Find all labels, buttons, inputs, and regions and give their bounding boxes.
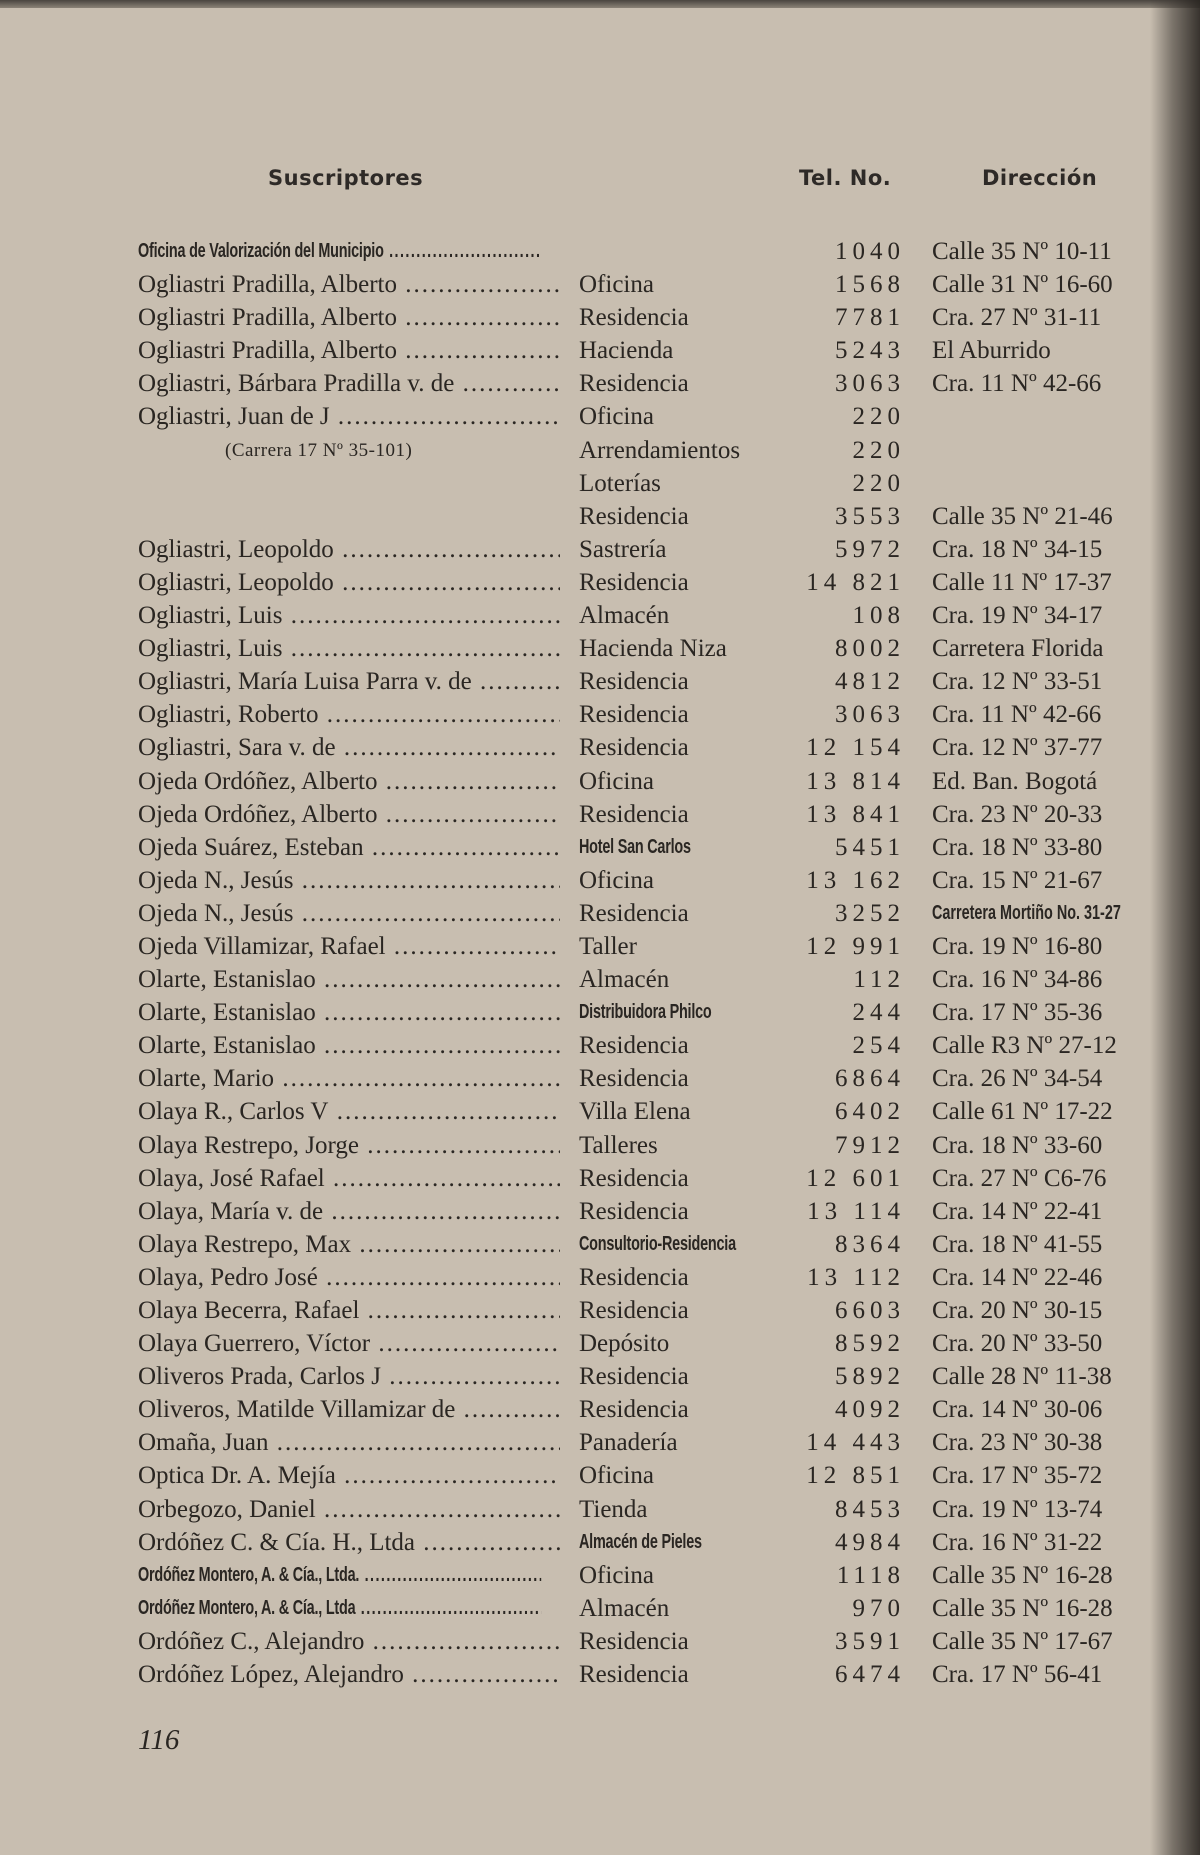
address: Calle 35 Nº 16-28: [932, 1561, 1113, 1589]
subscriber-name: Ordóñez Montero, A. & Cía., Ltda .....: [138, 1592, 541, 1625]
address: Cra. 19 Nº 34-17: [932, 602, 1103, 630]
address: Cra. 11 Nº 42-66: [932, 701, 1102, 729]
address: Cra. 16 Nº 31-22: [932, 1528, 1103, 1556]
subscriber-name: (Carrera 17 Nº 35-101): [225, 439, 413, 461]
address: Cra. 26 Nº 34-54: [932, 1065, 1103, 1093]
list-item: [0, 301, 1200, 334]
address: Cra. 15 Nº 21-67: [932, 866, 1103, 894]
phone-number: 8592: [835, 1330, 905, 1358]
subscriber-name: Olaya Guerrero, Víctor .....: [138, 1327, 560, 1360]
subscriber-name: Ogliastri, Bárbara Pradilla v. de .....: [138, 367, 560, 400]
phone-number: 244: [852, 999, 905, 1027]
phone-number: 6864: [835, 1065, 905, 1093]
phone-number: 6603: [835, 1297, 905, 1324]
phone-number: 5243: [835, 337, 905, 365]
address: Cra. 20 Nº 30-15: [932, 1297, 1103, 1324]
listing-type: Almacén: [579, 602, 670, 630]
phone-number: 6402: [835, 1098, 905, 1126]
list-item: [0, 1162, 1200, 1195]
address: Carretera Mortiño No. 31-27: [932, 901, 1121, 924]
phone-number: 4812: [835, 668, 905, 696]
listing-type: Residencia: [579, 1396, 689, 1424]
column-headers: [0, 166, 1200, 196]
phone-number: 4984: [835, 1528, 905, 1556]
listing-type: Hacienda Niza: [579, 635, 727, 663]
list-item: [0, 1294, 1200, 1327]
subscriber-name: Olaya, María v. de .....: [138, 1195, 560, 1228]
phone-number: 5972: [835, 535, 905, 563]
address: Calle 61 Nº 17-22: [932, 1098, 1113, 1126]
list-item: [0, 1228, 1200, 1261]
phone-number: 112: [853, 966, 905, 994]
phone-number: 3591: [835, 1627, 905, 1655]
address: Cra. 12 Nº 37-77: [932, 734, 1103, 762]
phone-number: 13 841: [806, 800, 905, 828]
phone-number: 13 114: [807, 1197, 905, 1225]
subscriber-name: Ogliastri, Juan de J .....: [138, 400, 560, 433]
listing-type: Distribuidora Philco: [579, 1001, 712, 1024]
phone-number: 220: [852, 469, 905, 497]
list-item: [0, 798, 1200, 831]
listing-type: Tienda: [579, 1495, 648, 1523]
phone-number: 1568: [835, 271, 905, 299]
listing-type: Taller: [579, 932, 637, 960]
book-spine-shadow: [1150, 0, 1200, 1855]
list-item: [0, 1029, 1200, 1062]
list-item: [0, 1493, 1200, 1526]
listing-type: Consultorio-Residencia: [579, 1232, 736, 1255]
list-item: [0, 533, 1200, 566]
listing-type: Villa Elena: [579, 1098, 691, 1126]
subscriber-name: Omaña, Juan .....: [138, 1426, 560, 1459]
list-item: [0, 1526, 1200, 1559]
list-item: [0, 367, 1200, 400]
address: Cra. 18 Nº 41-55: [932, 1230, 1103, 1258]
subscriber-name: Olaya, Pedro José .....: [138, 1261, 560, 1294]
subscriber-name: Ogliastri, Sara v. de .....: [138, 731, 560, 764]
list-item: [0, 334, 1200, 367]
address: Cra. 12 Nº 33-51: [932, 668, 1103, 696]
phone-number: 1040: [835, 238, 905, 265]
subscriber-name: Olarte, Estanislao .....: [138, 963, 560, 996]
listing-type: Depósito: [579, 1330, 670, 1358]
phone-number: 8364: [835, 1230, 905, 1258]
subscriber-name: Ogliastri, Luis .....: [138, 632, 560, 665]
address: El Aburrido: [932, 337, 1051, 365]
list-item: [0, 1625, 1200, 1658]
list-item: [0, 1327, 1200, 1360]
listing-type: Oficina: [579, 866, 654, 894]
list-item: [0, 1426, 1200, 1459]
listing-type: Panadería: [579, 1429, 678, 1457]
listing-type: Hacienda: [579, 337, 674, 365]
listing-type: Almacén: [579, 966, 670, 994]
address: Cra. 19 Nº 13-74: [932, 1495, 1103, 1523]
page-number: 116: [138, 1724, 180, 1756]
list-item: [0, 1559, 1200, 1592]
subscriber-name: Ojeda Ordóñez, Alberto .....: [138, 765, 560, 798]
subscriber-name: Olaya Becerra, Rafael .....: [138, 1294, 560, 1327]
listing-type: Residencia: [579, 502, 689, 530]
phone-number: 13 814: [806, 767, 905, 795]
phone-number: 8002: [835, 635, 905, 663]
address: Cra. 20 Nº 33-50: [932, 1330, 1103, 1358]
subscriber-name: Ogliastri Pradilla, Alberto .....: [138, 334, 560, 367]
subscriber-name: Ogliastri, Luis .....: [138, 599, 560, 632]
subscriber-name: Olarte, Estanislao .....: [138, 996, 560, 1029]
subscriber-name: Olaya Restrepo, Jorge .....: [138, 1129, 560, 1162]
list-item: [0, 864, 1200, 897]
list-item: [0, 1195, 1200, 1228]
phone-number: 14 443: [806, 1429, 905, 1457]
listing-type: Hotel San Carlos: [579, 835, 691, 858]
list-item: [0, 1360, 1200, 1393]
address: Cra. 17 Nº 35-72: [932, 1462, 1103, 1490]
subscriber-name: Ogliastri, Roberto .....: [138, 698, 560, 731]
phone-number: 1118: [836, 1561, 905, 1589]
address: Cra. 23 Nº 20-33: [932, 800, 1103, 828]
address: Carretera Florida: [932, 635, 1104, 663]
listing-type: Residencia: [579, 1263, 689, 1291]
listing-type: Residencia: [579, 701, 689, 729]
list-item: [0, 566, 1200, 599]
list-item: [0, 1459, 1200, 1492]
subscriber-name: Ojeda N., Jesús .....: [138, 897, 560, 930]
list-item: [0, 765, 1200, 798]
listing-type: Oficina: [579, 403, 654, 431]
subscriber-name: Ogliastri, Leopoldo .....: [138, 533, 560, 566]
phone-number: 3063: [835, 701, 905, 729]
subscriber-name: Olaya, José Rafael .....: [138, 1162, 560, 1195]
listing-type: Residencia: [579, 1164, 689, 1192]
listing-type: Residencia: [579, 1661, 689, 1689]
subscriber-name: Ordóñez C., Alejandro .....: [138, 1625, 560, 1658]
list-item: [0, 1592, 1200, 1625]
subscriber-name: Ojeda Suárez, Esteban .....: [138, 831, 560, 864]
subscriber-name: Olaya R., Carlos V .....: [138, 1095, 560, 1128]
subscriber-name: Olarte, Mario .....: [138, 1062, 560, 1095]
phone-number: 12 154: [806, 734, 905, 762]
listing-type: Loterías: [579, 469, 661, 497]
listing-type: Residencia: [579, 734, 689, 762]
address: Calle 35 Nº 17-67: [932, 1627, 1113, 1655]
subscriber-name: Oliveros, Matilde Villamizar de .....: [138, 1393, 560, 1426]
phone-number: 13 112: [807, 1263, 905, 1291]
listing-type: Almacén: [579, 1594, 670, 1622]
phone-number: 220: [852, 436, 905, 464]
subscriber-name: Ojeda Ordóñez, Alberto .....: [138, 798, 560, 831]
list-item: [0, 1129, 1200, 1162]
address: Calle 31 Nº 16-60: [932, 271, 1113, 299]
address: Cra. 17 Nº 35-36: [932, 999, 1103, 1027]
address: Cra. 23 Nº 30-38: [932, 1429, 1103, 1457]
list-item: [0, 698, 1200, 731]
phone-number: 4092: [835, 1396, 905, 1424]
listing-type: Residencia: [579, 1032, 689, 1060]
subscriber-name: Ordóñez López, Alejandro .....: [138, 1658, 560, 1691]
subscriber-name: Optica Dr. A. Mejía .....: [138, 1459, 560, 1492]
list-item: [0, 897, 1200, 930]
list-item: [0, 268, 1200, 301]
list-item: [0, 1261, 1200, 1294]
address: Cra. 17 Nº 56-41: [932, 1661, 1103, 1689]
listing-type: Residencia: [579, 370, 689, 398]
listing-type: Residencia: [579, 1065, 689, 1093]
address: Cra. 27 Nº C6-76: [932, 1164, 1107, 1192]
header-address: Dirección: [982, 166, 1098, 190]
listing-type: Oficina: [579, 767, 654, 795]
list-item: [0, 434, 1200, 467]
phone-number: 220: [852, 403, 905, 431]
header-subscribers: Suscriptores: [268, 166, 424, 190]
phone-number: 13 162: [806, 866, 905, 894]
list-item: [0, 831, 1200, 864]
address: Cra. 14 Nº 30-06: [932, 1396, 1103, 1424]
listing-type: Residencia: [579, 568, 689, 596]
subscriber-name: Orbegozo, Daniel .....: [138, 1493, 560, 1526]
listing-type: Oficina: [579, 1462, 654, 1490]
subscriber-name: Ordóñez C. & Cía. H., Ltda .....: [138, 1526, 560, 1559]
phone-number: 970: [852, 1594, 905, 1622]
listing-type: Residencia: [579, 668, 689, 696]
list-item: [0, 1393, 1200, 1426]
address: Calle 35 Nº 10-11: [932, 238, 1112, 265]
list-item: [0, 1062, 1200, 1095]
header-tel: Tel. No.: [799, 166, 892, 190]
address: Cra. 18 Nº 33-60: [932, 1131, 1103, 1159]
phone-number: 254: [852, 1032, 905, 1060]
subscriber-name: Oliveros Prada, Carlos J .....: [138, 1360, 560, 1393]
address: Calle 35 Nº 16-28: [932, 1594, 1113, 1622]
list-item: [0, 235, 1200, 268]
listing-type: Residencia: [579, 304, 689, 332]
listing-type: Residencia: [579, 800, 689, 828]
address: Cra. 18 Nº 33-80: [932, 833, 1103, 861]
list-item: [0, 731, 1200, 764]
subscriber-name: Ogliastri Pradilla, Alberto .....: [138, 268, 560, 301]
address: Ed. Ban. Bogotá: [932, 767, 1098, 795]
listing-type: Sastrería: [579, 535, 667, 563]
list-item: [0, 400, 1200, 433]
list-item: [0, 996, 1200, 1029]
phone-number: 3553: [835, 502, 905, 530]
address: Cra. 18 Nº 34-15: [932, 535, 1103, 563]
address: Cra. 11 Nº 42-66: [932, 370, 1102, 398]
subscriber-name: Ordóñez Montero, A. & Cía., Ltda. .....: [138, 1559, 541, 1592]
list-item: [0, 665, 1200, 698]
listing-type: Residencia: [579, 1363, 689, 1391]
subscriber-name: Olaya Restrepo, Max .....: [138, 1228, 560, 1261]
listing-type: Residencia: [579, 1297, 689, 1324]
list-item: [0, 963, 1200, 996]
phone-number: 12 991: [806, 932, 905, 960]
address: Cra. 14 Nº 22-46: [932, 1263, 1103, 1291]
phone-number: 6474: [835, 1661, 905, 1689]
subscriber-name: Ogliastri, Leopoldo .....: [138, 566, 560, 599]
listing-type: Almacén de Pieles: [579, 1530, 702, 1553]
subscriber-name: Ogliastri Pradilla, Alberto .....: [138, 301, 560, 334]
subscriber-name: Oficina de Valorización del Municipio .....: [138, 235, 541, 268]
phone-number: 14 821: [806, 568, 905, 596]
list-item: [0, 930, 1200, 963]
list-item: [0, 1095, 1200, 1128]
page-top-edge: [0, 0, 1200, 8]
listing-type: Arrendamientos: [579, 436, 741, 464]
phone-number: 7912: [835, 1131, 905, 1159]
list-item: [0, 500, 1200, 533]
phone-number: 3063: [835, 370, 905, 398]
listing-type: Residencia: [579, 1627, 689, 1655]
address: Calle R3 Nº 27-12: [932, 1032, 1117, 1060]
list-item: [0, 467, 1200, 500]
address: Cra. 16 Nº 34-86: [932, 966, 1103, 994]
address: Calle 11 Nº 17-37: [932, 568, 1112, 596]
phone-number: 12 601: [806, 1164, 905, 1192]
address: Cra. 27 Nº 31-11: [932, 304, 1102, 332]
list-item: [0, 632, 1200, 665]
address: Cra. 19 Nº 16-80: [932, 932, 1103, 960]
listing-type: Oficina: [579, 1561, 654, 1589]
list-item: [0, 599, 1200, 632]
phone-number: 5451: [835, 833, 905, 861]
listing-type: Talleres: [579, 1131, 658, 1159]
address: Cra. 14 Nº 22-41: [932, 1197, 1103, 1225]
listing-type: Residencia: [579, 1197, 689, 1225]
subscriber-name: Ojeda Villamizar, Rafael .....: [138, 930, 560, 963]
phone-number: 108: [852, 602, 905, 630]
address: Calle 28 Nº 11-38: [932, 1363, 1112, 1391]
phone-number: 3252: [835, 899, 905, 927]
phone-number: 5892: [835, 1363, 905, 1391]
phone-number: 7781: [835, 304, 905, 332]
subscriber-name: Olarte, Estanislao .....: [138, 1029, 560, 1062]
directory-listing: [0, 235, 1200, 1691]
listing-type: Oficina: [579, 271, 654, 299]
phone-number: 8453: [835, 1495, 905, 1523]
list-item: [0, 1658, 1200, 1691]
subscriber-name: Ogliastri, María Luisa Parra v. de .....: [138, 665, 560, 698]
phone-number: 12 851: [806, 1462, 905, 1490]
subscriber-name: Ojeda N., Jesús .....: [138, 864, 560, 897]
address: Calle 35 Nº 21-46: [932, 502, 1113, 530]
listing-type: Residencia: [579, 899, 689, 927]
